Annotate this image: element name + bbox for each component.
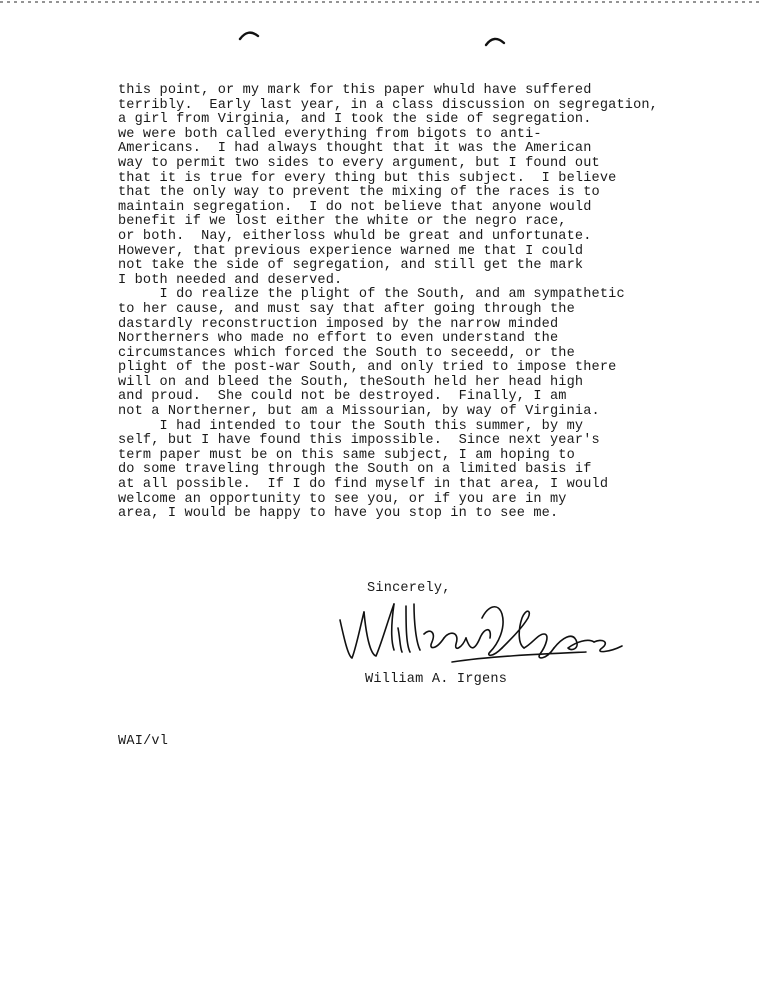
letter-line: and proud. She could not be destroyed. Finally, I am — [118, 389, 567, 405]
letter-line: or both. Nay, eitherloss whuld be great and unfortunate. — [118, 228, 592, 244]
letter-line: to her cause, and must say that after going through the — [118, 301, 575, 317]
letter-line: terribly. Early last year, in a class discussion on segregation, — [118, 97, 658, 113]
hole-punch-mark-left — [238, 28, 260, 42]
letter-line: dastardly reconstruction imposed by the narrow minded — [118, 316, 559, 332]
letter-line: will on and bleed the South, theSouth held her head high — [118, 374, 584, 390]
hole-punch-mark-right — [484, 34, 506, 48]
letter-line: Northerners who made no effort to even understand the — [118, 331, 559, 347]
letter-line: However, that previous experience warned me that I could — [118, 243, 584, 259]
letter-line: plight of the post-war South, and only tried to impose there — [118, 360, 617, 376]
letter-line: I both needed and deserved. — [118, 272, 343, 288]
letter-line: this point, or my mark for this paper whuld have suffered — [118, 83, 592, 98]
typed-signatory-name: William A. Irgens — [365, 672, 508, 687]
letter-line: not take the side of segregation, and still get the mark — [118, 258, 584, 274]
letter-line: I do realize the plight of the South, and am sympathetic — [118, 287, 625, 303]
letter-line: circumstances which forced the South to seceedd, or the — [118, 345, 575, 361]
letter-line: benefit if we lost either the white or the negro race, — [118, 214, 567, 230]
letter-line: we were both called everything from bigots to anti- — [118, 126, 542, 142]
letter-body — [118, 84, 718, 522]
letter-line: that the only way to prevent the mixing of the races is to — [118, 185, 600, 201]
letter-line: Americans. I had always thought that it was the American — [118, 141, 592, 157]
letter-line: I had intended to tour the South this summer, by my — [118, 418, 584, 434]
letter-line: way to permit two sides to every argument, but I found out — [118, 155, 600, 171]
reference-initials: WAI/vl — [118, 734, 169, 749]
letter-line: not a Northerner, but am a Missourian, by way of Virginia. — [118, 404, 600, 420]
page-top-edge-marks — [0, 0, 763, 6]
letter-line: self, but I have found this impossible. Since next year's — [118, 433, 600, 449]
letter-line: at all possible. If I do find myself in that area, I would — [118, 477, 609, 493]
handwritten-signature — [332, 598, 632, 668]
letter-line: that it is true for every thing but this subject. I believe — [118, 170, 617, 186]
letter-line: area, I would be happy to have you stop in to see me. — [118, 506, 559, 522]
letter-line: term paper must be on this same subject, I am hoping to — [118, 447, 575, 463]
letter-line: do some traveling through the South on a limited basis if — [118, 462, 592, 478]
letter-closing: Sincerely, — [367, 581, 451, 596]
letter-line: maintain segregation. I do not believe that anyone would — [118, 199, 592, 215]
letter-line: a girl from Virginia, and I took the side of segregation. — [118, 112, 592, 128]
letter-line: welcome an opportunity to see you, or if you are in my — [118, 491, 567, 507]
